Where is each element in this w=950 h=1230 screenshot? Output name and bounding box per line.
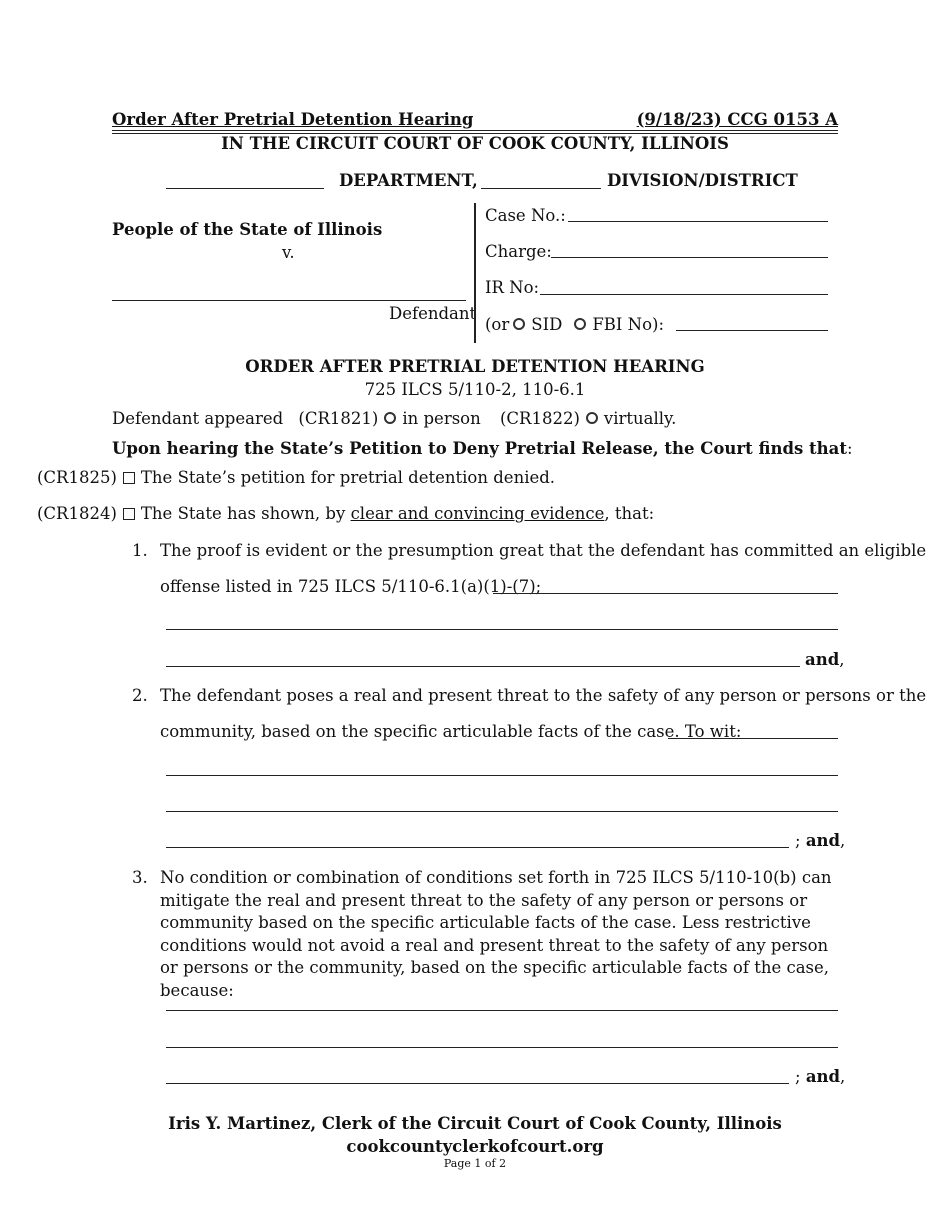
defendant-name-field[interactable] (112, 300, 466, 301)
shown-post: , that: (604, 504, 655, 523)
item-1-number: 1. (132, 541, 148, 560)
header-rule (112, 130, 838, 131)
caption-divider (474, 203, 476, 343)
appeared-label: Defendant appeared (112, 409, 284, 428)
cr1824-code: (CR1824) (37, 504, 117, 523)
item-2-line-1: The defendant poses a real and present threat to the safety of any person or persons or the (160, 686, 927, 705)
division-label: DIVISION/DISTRICT (607, 171, 798, 190)
item-3-number: 3. (132, 868, 148, 887)
denied-row (37, 468, 555, 488)
defendant-label: Defendant (389, 304, 477, 323)
charge-label: Charge: (485, 242, 552, 261)
ir-no-field[interactable] (540, 294, 828, 295)
item-1-field-3[interactable] (166, 666, 800, 667)
item-2-field-3[interactable] (166, 811, 838, 812)
plaintiff-name: People of the State of Illinois (112, 220, 383, 239)
court-title: IN THE CIRCUIT COURT OF COOK COUNTY, ILLINOIS (221, 134, 729, 153)
form-title: Order After Pretrial Detention Hearing (112, 110, 474, 129)
denied-text: The State’s petition for pretrial detention denied. (140, 468, 556, 487)
virtually-radio[interactable] (586, 412, 598, 424)
or-label: (or (485, 315, 510, 334)
charge-field[interactable] (551, 257, 828, 258)
shown-row (37, 504, 654, 524)
fbi-radio[interactable] (574, 318, 586, 330)
department-label: DEPARTMENT, (339, 171, 478, 190)
cr1825-code: (CR1825) (37, 468, 117, 487)
case-no-field[interactable] (568, 221, 828, 222)
id-number-field[interactable] (676, 330, 828, 331)
statute-citation: 725 ILCS 5/110-2, 110-6.1 (364, 380, 586, 399)
clerk-website: cookcountyclerkofcourt.org (346, 1137, 604, 1156)
item-2-number: 2. (132, 686, 148, 705)
item-1-field-2[interactable] (166, 629, 838, 630)
item-2-field-2[interactable] (166, 775, 838, 776)
cr1822-code: (CR1822) (500, 409, 580, 428)
shown-checkbox[interactable] (123, 508, 135, 520)
item-1-and: and, (805, 650, 845, 669)
item-3-field-1[interactable] (166, 1010, 838, 1011)
shown-pre: The State has shown, by (140, 504, 346, 523)
finding-intro: Upon hearing the State’s Petition to Deny Pretrial Release, the Court finds that (112, 439, 847, 458)
sid-label: SID (531, 315, 563, 334)
versus: v. (282, 243, 295, 262)
sid-radio[interactable] (513, 318, 525, 330)
item-2-field-1[interactable] (668, 738, 838, 739)
page-number: Page 1 of 2 (443, 1157, 507, 1170)
appearance-row (112, 409, 676, 429)
division-blank[interactable] (481, 188, 601, 189)
item-3-field-2[interactable] (166, 1047, 838, 1048)
id-type-row (485, 315, 664, 335)
item-1-line-2: offense listed in 725 ILCS 5/110-6.1(a)(1)-(7); (160, 577, 542, 596)
item-3-text: No condition or combination of conditions set forth in 725 ILCS 5/110-10(b) can mitigate the real and present threat to the safety of any person or persons or community based on the specific articulable facts of the case. Less restrictive conditions would not avoid a real and present threat to the safety of any person or persons or the community, based on the specific articulable facts of the case, because: (160, 868, 832, 1000)
item-2-and: ; and, (795, 831, 846, 850)
virtually-label: virtually. (603, 409, 677, 428)
cr1821-code: (CR1821) (298, 409, 379, 428)
form-code: (9/18/23) CCG 0153 A (636, 110, 838, 129)
finding-colon: : (846, 439, 853, 458)
denied-checkbox[interactable] (123, 472, 135, 484)
department-blank[interactable] (166, 188, 324, 189)
fbi-label: FBI No): (592, 315, 665, 334)
clerk-name: Iris Y. Martinez, Clerk of the Circuit Court of Cook County, Illinois (168, 1114, 782, 1133)
item-1-line-1: The proof is evident or the presumption great that the defendant has committed an eligible (160, 541, 927, 560)
finding-intro-row (112, 439, 853, 459)
item-2-field-4[interactable] (166, 847, 789, 848)
item-3-field-3[interactable] (166, 1083, 789, 1084)
item-2-line-2: community, based on the specific articulable facts of the case. To wit: (160, 722, 742, 741)
in-person-radio[interactable] (384, 412, 396, 424)
item-1-field-1[interactable] (493, 593, 838, 594)
clear-convincing-evidence: clear and convincing evidence (350, 504, 605, 523)
in-person-label: in person (402, 409, 481, 428)
case-no-label: Case No.: (485, 206, 566, 225)
item-3-and: ; and, (795, 1067, 846, 1086)
ir-no-label: IR No: (485, 278, 540, 297)
order-title: ORDER AFTER PRETRIAL DETENTION HEARING (245, 357, 705, 376)
